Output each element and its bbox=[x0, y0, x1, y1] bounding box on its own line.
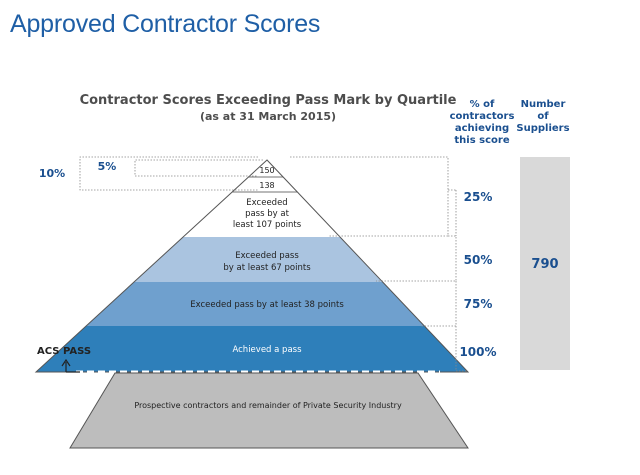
label-prospective: Prospective contractors and remainder of Private Security Industry bbox=[134, 401, 402, 410]
label-exceeded-67-line-2: by at least 67 points bbox=[223, 263, 311, 273]
label-five-percent: 5% bbox=[97, 160, 117, 173]
suppliers-header-line-2: of bbox=[537, 111, 549, 122]
percent-column-header bbox=[450, 99, 515, 146]
label-ten-percent: 10% bbox=[38, 167, 66, 180]
suppliers-header-line-1: Number bbox=[520, 99, 566, 110]
label-exceeded-107-line-3: least 107 points bbox=[232, 220, 302, 230]
right-bracket-brackets bbox=[448, 190, 456, 236]
label-exceeded-107-line-1: Exceeded bbox=[246, 198, 288, 208]
chart-heading: Contractor Scores Exceeding Pass Mark by Quartile bbox=[79, 93, 457, 108]
percent-75: 75% bbox=[463, 297, 493, 311]
base-prospective bbox=[70, 373, 468, 448]
percent-100: 100% bbox=[459, 345, 497, 359]
bracket-five-percent bbox=[135, 160, 263, 176]
label-exceeded-107-line-2: pass by at bbox=[245, 209, 289, 219]
label-acs-pass: ACS PASS bbox=[37, 346, 92, 357]
label-exceeded-67-line-1: Exceeded pass bbox=[235, 251, 299, 261]
percent-header-line-3: achieving bbox=[454, 123, 510, 134]
chart-subheading: (as at 31 March 2015) bbox=[199, 110, 337, 123]
slide-title: Approved Contractor Scores bbox=[10, 10, 321, 38]
suppliers-header-line-3: Suppliers bbox=[516, 123, 570, 134]
percent-header-line-2: contractors bbox=[449, 111, 515, 122]
percent-25: 25% bbox=[463, 190, 493, 204]
suppliers-column-header bbox=[516, 99, 569, 134]
score-150: 150 bbox=[259, 166, 275, 175]
suppliers-count: 790 bbox=[531, 257, 559, 272]
percent-header-line-1: % of bbox=[469, 99, 495, 110]
label-achieved-pass: Achieved a pass bbox=[232, 345, 302, 355]
percent-header-line-4: this score bbox=[454, 135, 510, 146]
label-exceeded-38: Exceeded pass by at least 38 points bbox=[190, 300, 344, 310]
percent-50: 50% bbox=[463, 253, 493, 267]
score-138: 138 bbox=[259, 181, 275, 190]
